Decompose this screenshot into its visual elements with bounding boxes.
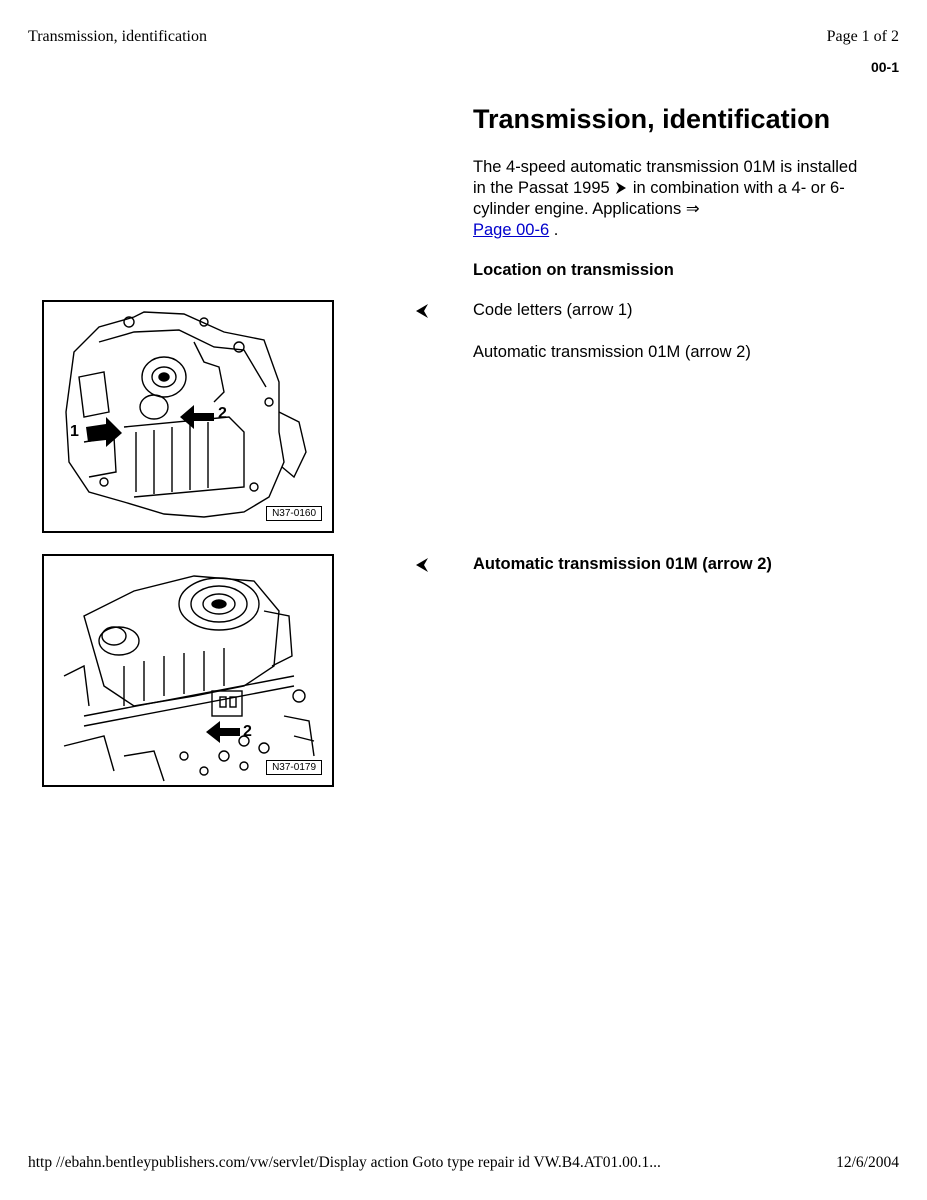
list-item: Automatic transmission 01M (arrow 2) [473, 555, 772, 573]
reference-arrow-icon: ⇒ [685, 200, 700, 218]
list-item: Automatic transmission 01M (arrow 2) [473, 343, 751, 361]
figure-transmission-detail [42, 554, 334, 787]
intro-text-1: The 4-speed automatic transmission 01M is installed in the Passat 1995 [473, 158, 858, 197]
intro-end: . [549, 221, 559, 239]
section-subheading: Location on transmission [473, 261, 674, 279]
intro-text-2: in combination with a 4- or 6-cylinder engine. Applications [473, 179, 845, 218]
document-header-title: Transmission, identification [28, 28, 207, 45]
model-year-marker-icon [614, 181, 628, 195]
page-indicator: Page 1 of 2 [826, 28, 899, 45]
page-title: Transmission, identification [473, 104, 831, 134]
intro-paragraph [473, 157, 863, 241]
page-link[interactable]: Page 00-6 [473, 221, 550, 239]
figure-pointer-icon [414, 303, 430, 319]
page-code: 00-1 [870, 59, 899, 75]
figure-transmission-overview [42, 300, 334, 533]
figure-label: N37-0160 [266, 506, 322, 521]
figure-label: N37-0179 [266, 760, 322, 775]
arrow-2-label: 2 [218, 405, 227, 422]
footer-date: 12/6/2004 [836, 1154, 899, 1171]
document-footer [28, 1154, 899, 1172]
footer-url: http //ebahn.bentleypublishers.com/vw/servlet/Display action Goto type repair id VW.B4.AT01.00.1... [28, 1154, 661, 1171]
figure-pointer-icon [414, 557, 430, 573]
arrow-2-label: 2 [243, 723, 252, 740]
arrow-1-label: 1 [70, 423, 79, 440]
transmission-illustration [44, 302, 332, 531]
list-item: Code letters (arrow 1) [473, 301, 633, 319]
transmission-detail-illustration [44, 556, 332, 785]
